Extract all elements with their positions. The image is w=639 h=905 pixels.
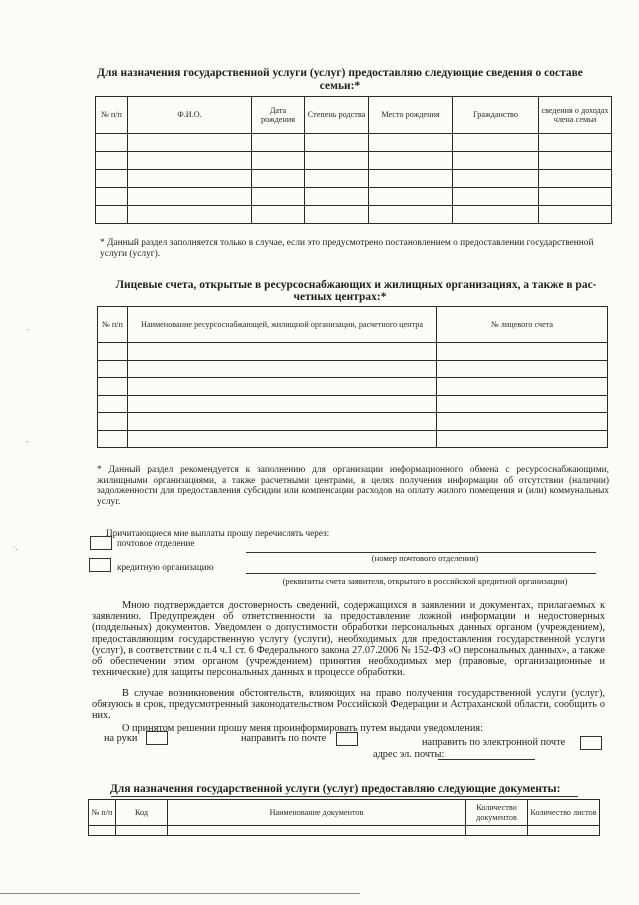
- table-row[interactable]: [89, 826, 600, 836]
- table-row[interactable]: [98, 413, 608, 431]
- documents-col-name: Наименование документов: [168, 800, 466, 826]
- table-row[interactable]: [96, 170, 612, 188]
- email-address-label: адрес эл. почты:: [373, 749, 445, 760]
- family-col-income: сведения о доходах члена семьи: [539, 97, 612, 134]
- table-row[interactable]: [98, 343, 608, 361]
- family-col-number: № п/п: [96, 97, 128, 134]
- table-row[interactable]: [96, 206, 612, 224]
- payments-intro: Причитающиеся мне выплаты прошу перечислять через:: [106, 528, 330, 538]
- accounts-col-account: № лицевого счета: [437, 307, 608, 343]
- section2-title-line2: четных центрах:*: [293, 291, 387, 303]
- page-bottom-line: [0, 893, 360, 894]
- notify-email-checkbox[interactable]: [580, 736, 602, 750]
- family-table: [95, 96, 612, 224]
- section2-title-line1: Лицевые счета, открытые в ресурсоснабжающих и жилищных организациях, а также в рас-: [115, 279, 597, 291]
- family-col-relation: Степень родства: [305, 97, 369, 134]
- credit-org-hint: (реквизиты счета заявителя, открытого в российской кредитной организации): [282, 576, 568, 586]
- documents-table: [88, 799, 600, 836]
- confirmation-paragraph-1: Мною подтверждается достоверность сведений, содержащихся в заявлении и документах, прилагаемых к заявлению. Предупрежден об ответственности за предоставление ложной информации и недостоверных (поддельных) документов. Уведомлен о допустимости обработки персональных данных органом (учреждением), предоставляющим государственную услугу (услуги), необходимых для предоставления государственной услуги (услуг), в соответствии с п.4 ч.1 ст. 6 Федерального закона 27.07.2006 № 152-ФЗ «О персональных данных», а также об обеспечении этим органом (учреждением) принятия необходимых мер (правовые, организационные и технические) для защиты персональных данных в процессе обработки.: [92, 600, 605, 679]
- section1-title-line2: семьи:*: [319, 80, 361, 92]
- section1-title-line1: Для назначения государственной услуги (услуг) предоставляю следующие сведения о составе: [97, 67, 583, 79]
- documents-col-count: Количество документов: [466, 800, 528, 826]
- scan-speck: -: [27, 325, 30, 334]
- accounts-col-organization: Наименование ресурсоснабжающей, жилищной организации, расчетного центра: [128, 307, 437, 343]
- table-row[interactable]: [98, 378, 608, 396]
- post-office-hint: (номер почтового отделения): [371, 553, 479, 563]
- notify-email-label: направить по электронной почте: [422, 737, 566, 748]
- post-office-checkbox[interactable]: [90, 536, 112, 550]
- family-col-birthdate: Дата рождения: [252, 97, 305, 134]
- scan-speck: -: [26, 437, 29, 446]
- credit-org-details-line[interactable]: [246, 573, 596, 574]
- notification-intro: О принятом решении прошу меня проинформировать путем выдачи уведомления:: [122, 723, 483, 734]
- section3-title: Для назначения государственной услуги (услуг) предоставляю следующие документы:: [110, 783, 561, 795]
- documents-col-sheets: Количество листов: [528, 800, 600, 826]
- notify-hand-label: на руки: [104, 733, 138, 744]
- documents-table-header: [89, 800, 600, 826]
- scan-speck: ·.: [13, 543, 18, 552]
- table-row[interactable]: [98, 430, 608, 448]
- accounts-table: [97, 306, 608, 448]
- notify-hand-checkbox[interactable]: [146, 731, 168, 745]
- table-row[interactable]: [98, 395, 608, 413]
- notify-post-checkbox[interactable]: [336, 732, 358, 746]
- accounts-table-header: [98, 307, 608, 343]
- family-table-header: [96, 97, 612, 134]
- table-row[interactable]: [96, 134, 612, 152]
- family-col-citizenship: Гражданство: [453, 97, 539, 134]
- credit-org-label: кредитную организацию: [117, 562, 214, 572]
- post-office-label: почтовое отделение: [117, 538, 195, 548]
- family-col-birthplace: Место рождения: [369, 97, 453, 134]
- table-row[interactable]: [98, 360, 608, 378]
- family-col-fio: Ф.И.О.: [128, 97, 252, 134]
- accounts-col-number: № п/п: [98, 307, 128, 343]
- credit-org-checkbox[interactable]: [89, 558, 111, 572]
- section1-footnote: * Данный раздел заполняется только в случае, если это предусмотрено постановлением о предоставлении государственной услуги (услуг).: [100, 238, 594, 259]
- email-address-field[interactable]: [438, 759, 535, 760]
- section2-footnote: * Данный раздел рекомендуется к заполнению для организации информационного обмена с ресурсоснабжающими, жилищными организациями, а также расчетными центрами, в целях получения информации об отсутствии (наличии) задолженности для предоставления субсидии или компенсации расходов на оплату жилого помещения и (или) коммунальных услуг.: [97, 465, 609, 507]
- table-row[interactable]: [96, 152, 612, 170]
- table-row[interactable]: [96, 188, 612, 206]
- documents-col-code: Код: [116, 800, 168, 826]
- section3-title-underline: [111, 796, 578, 797]
- documents-col-number: № п/п: [89, 800, 116, 826]
- notify-post-label: направить по почте: [241, 733, 327, 744]
- confirmation-paragraph-2: В случае возникновения обстоятельств, влияющих на право получения государственной услуги (услуг), обязуюсь в срок, предусмотренный законодательством Российской Федерации и Астраханской области, сообщить о них.: [92, 688, 605, 722]
